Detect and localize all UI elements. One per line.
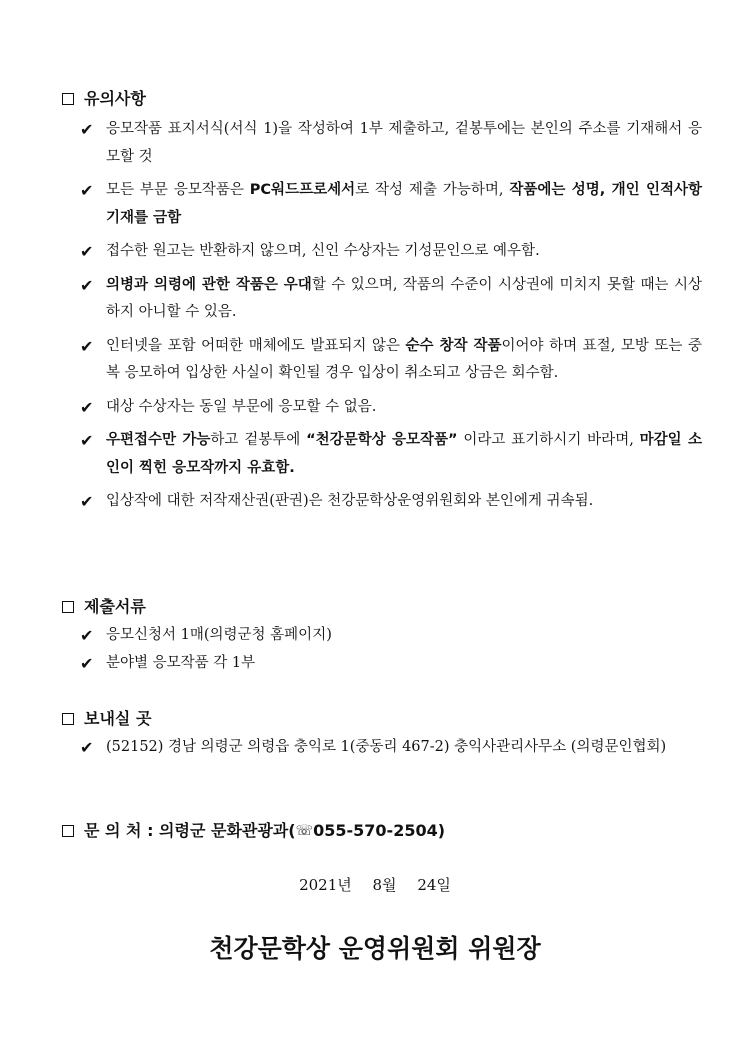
check-mark-icon: ✔ bbox=[80, 626, 94, 645]
inquiry-label: 문 의 처 : 의령군 문화관광과( bbox=[84, 821, 296, 840]
check-mark-icon: ✔ bbox=[80, 653, 94, 673]
check-mark-icon: ✔ bbox=[80, 120, 94, 139]
documents-list bbox=[62, 622, 702, 677]
list-item: ✔ 입상작에 대한 저작재산권(판권)은 천강문학상운영위원회와 본인에게 귀속됨. bbox=[62, 488, 702, 516]
signoff-title: 천강문학상 운영위원회 위원장 bbox=[209, 934, 541, 963]
list-item: ✔ 의병과 의령에 관한 작품은 우대할 수 있으며, 작품의 수준이 시상권에 미치지 못할 때는 시상하지 아니할 수 있음. bbox=[62, 272, 702, 327]
documents-heading bbox=[62, 596, 702, 618]
checkbox-square-icon bbox=[62, 825, 74, 837]
checkbox-square-icon bbox=[62, 713, 74, 725]
list-item: ✔ 분야별 응모작품 각 1부 bbox=[62, 650, 702, 678]
mailing-section bbox=[62, 708, 702, 762]
documents-section bbox=[62, 596, 702, 677]
check-mark-icon: ✔ bbox=[80, 181, 94, 200]
date-day: 24일 bbox=[417, 876, 451, 894]
check-mark-icon: ✔ bbox=[80, 242, 94, 261]
check-mark-icon: ✔ bbox=[80, 431, 94, 450]
list-item: ✔ 대상 수상자는 동일 부문에 응모할 수 없음. bbox=[62, 394, 702, 422]
list-item: ✔ 접수한 원고는 반환하지 않으며, 신인 수상자는 기성문인으로 예우함. bbox=[62, 238, 702, 266]
list-item: ✔ 인터넷을 포함 어떠한 매체에도 발표되지 않은 순수 창작 작품이어야 하며 표절, 모방 또는 중복 응모하여 입상한 사실이 확인될 경우 입상이 취소되고 상금은 회수함. bbox=[62, 333, 702, 388]
notes-heading bbox=[62, 88, 702, 110]
list-item: ✔ 우편접수만 가능하고 겉봉투에 “천강문학상 응모작품” 이라고 표기하시기 바라며, 마감일 소인이 찍힌 응모작까지 유효함. bbox=[62, 427, 702, 482]
list-item: ✔ (52152) 경남 의령군 의령읍 충익로 1(중동리 467-2) 충익사관리사무소 (의령문인협회) bbox=[62, 734, 702, 762]
notes-heading-text: 유의사항 bbox=[84, 89, 146, 108]
mailing-heading bbox=[62, 708, 702, 730]
checkbox-square-icon bbox=[62, 93, 74, 105]
check-mark-icon: ✔ bbox=[80, 275, 94, 295]
check-mark-icon: ✔ bbox=[80, 336, 94, 356]
list-item: ✔ 응모신청서 1매(의령군청 홈페이지) bbox=[62, 622, 702, 650]
check-mark-icon: ✔ bbox=[80, 738, 94, 757]
documents-heading-text: 제출서류 bbox=[84, 597, 146, 616]
list-item: ✔ 응모작품 표지서식(서식 1)을 작성하여 1부 제출하고, 겉봉투에는 본인의 주소를 기재해서 응모할 것 bbox=[62, 116, 702, 171]
checkbox-square-icon bbox=[62, 601, 74, 613]
date-year: 2021년 bbox=[299, 876, 352, 894]
telephone-icon: ☏ bbox=[295, 823, 314, 839]
inquiry-line bbox=[62, 820, 702, 842]
check-mark-icon: ✔ bbox=[80, 492, 94, 511]
notes-list bbox=[62, 116, 702, 516]
mailing-list bbox=[62, 734, 702, 762]
mailing-heading-text: 보내실 곳 bbox=[84, 709, 152, 728]
inquiry-section bbox=[62, 820, 702, 842]
date-month: 8월 bbox=[372, 876, 397, 894]
check-mark-icon: ✔ bbox=[80, 397, 94, 417]
issue-date bbox=[0, 874, 750, 896]
list-item: ✔ 모든 부문 응모작품은 PC워드프로세서로 작성 제출 가능하며, 작품에는 성명, 개인 인적사항 기재를 금함 bbox=[62, 177, 702, 232]
notes-section bbox=[62, 88, 702, 516]
inquiry-phone: 055-570-2504) bbox=[313, 821, 446, 840]
